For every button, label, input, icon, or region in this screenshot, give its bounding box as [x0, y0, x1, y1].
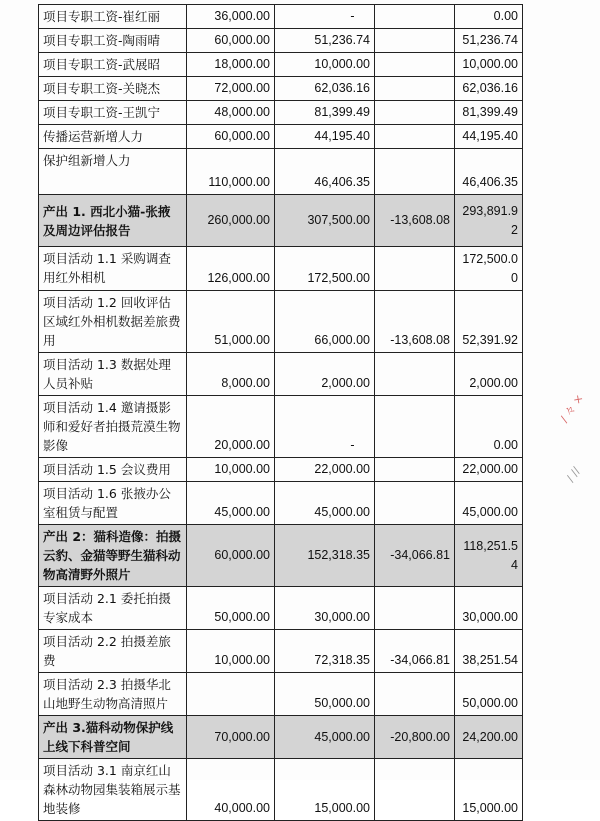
item-name-cell: 项目活动 1.4 邀请摄影师和爱好者拍摄荒漠生物影像 [39, 396, 187, 458]
actual-amount-cell: 62,036.16 [275, 77, 375, 101]
budget-table [38, 4, 523, 821]
adjustment-cell [375, 396, 455, 458]
item-name-cell: 项目活动 1.3 数据处理人员补贴 [39, 353, 187, 396]
table-row [39, 482, 523, 525]
final-amount-cell: 118,251.54 [455, 525, 523, 587]
budget-amount-cell: 60,000.00 [187, 125, 275, 149]
item-name-cell: 项目活动 1.5 会议费用 [39, 458, 187, 482]
adjustment-cell [375, 353, 455, 396]
final-amount-cell: 293,891.92 [455, 195, 523, 247]
actual-amount-cell: 44,195.40 [275, 125, 375, 149]
actual-amount-cell: - [275, 5, 375, 29]
actual-amount-cell: 30,000.00 [275, 587, 375, 630]
final-amount-cell: 24,200.00 [455, 716, 523, 759]
section-row [39, 716, 523, 759]
adjustment-cell [375, 247, 455, 291]
actual-amount-cell: 152,318.35 [275, 525, 375, 587]
final-amount-cell: 0.00 [455, 5, 523, 29]
budget-amount-cell: 110,000.00 [187, 149, 275, 195]
adjustment-cell [375, 101, 455, 125]
item-name-cell: 项目活动 3.1 南京红山森林动物园集装箱展示基地装修 [39, 759, 187, 821]
actual-amount-cell: 2,000.00 [275, 353, 375, 396]
final-amount-cell: 22,000.00 [455, 458, 523, 482]
budget-amount-cell: 126,000.00 [187, 247, 275, 291]
table-row [39, 396, 523, 458]
item-name-cell: 项目活动 2.1 委托拍摄专家成本 [39, 587, 187, 630]
budget-amount-cell: 60,000.00 [187, 29, 275, 53]
budget-amount-cell: 40,000.00 [187, 759, 275, 821]
final-amount-cell: 44,195.40 [455, 125, 523, 149]
item-name-cell: 产出 2：猫科造像：拍摄云豹、金猫等野生猫科动物高清野外照片 [39, 525, 187, 587]
budget-amount-cell: 260,000.00 [187, 195, 275, 247]
table-row [39, 673, 523, 716]
item-name-cell: 项目专职工资-关晓杰 [39, 77, 187, 101]
actual-amount-cell: 81,399.49 [275, 101, 375, 125]
table-row [39, 247, 523, 291]
budget-amount-cell [187, 673, 275, 716]
adjustment-cell: -34,066.81 [375, 630, 455, 673]
actual-amount-cell: 51,236.74 [275, 29, 375, 53]
final-amount-cell: 51,236.74 [455, 29, 523, 53]
adjustment-cell [375, 673, 455, 716]
margin-scribble-gray: / // [563, 464, 583, 485]
final-amount-cell: 62,036.16 [455, 77, 523, 101]
table-row [39, 458, 523, 482]
table-row [39, 29, 523, 53]
actual-amount-cell: 15,000.00 [275, 759, 375, 821]
budget-amount-cell: 60,000.00 [187, 525, 275, 587]
budget-amount-cell: 10,000.00 [187, 458, 275, 482]
section-row [39, 525, 523, 587]
actual-amount-cell: 45,000.00 [275, 716, 375, 759]
final-amount-cell: 0.00 [455, 396, 523, 458]
section-row [39, 195, 523, 247]
item-name-cell: 项目专职工资-崔红丽 [39, 5, 187, 29]
item-name-cell: 项目活动 2.2 拍摄差旅费 [39, 630, 187, 673]
budget-amount-cell: 36,000.00 [187, 5, 275, 29]
adjustment-cell: -13,608.08 [375, 291, 455, 353]
item-name-cell: 传播运营新增人力 [39, 125, 187, 149]
actual-amount-cell: 50,000.00 [275, 673, 375, 716]
item-name-cell: 项目活动 2.3 拍摄华北山地野生动物高清照片 [39, 673, 187, 716]
actual-amount-cell: 22,000.00 [275, 458, 375, 482]
item-name-cell: 项目专职工资-王凯宁 [39, 101, 187, 125]
table-row [39, 149, 523, 195]
item-name-cell: 产出 1. 西北小猫-张掖及周边评估报告 [39, 195, 187, 247]
adjustment-cell [375, 29, 455, 53]
final-amount-cell: 81,399.49 [455, 101, 523, 125]
final-amount-cell: 38,251.54 [455, 630, 523, 673]
final-amount-cell: 45,000.00 [455, 482, 523, 525]
item-name-cell: 项目专职工资-武展昭 [39, 53, 187, 77]
item-name-cell: 产出 3.猫科动物保护线上线下科普空间 [39, 716, 187, 759]
final-amount-cell: 15,000.00 [455, 759, 523, 821]
adjustment-cell [375, 458, 455, 482]
actual-amount-cell: 10,000.00 [275, 53, 375, 77]
budget-amount-cell: 18,000.00 [187, 53, 275, 77]
final-amount-cell: 2,000.00 [455, 353, 523, 396]
table-row [39, 77, 523, 101]
item-name-cell: 项目活动 1.1 采购调查用红外相机 [39, 247, 187, 291]
budget-amount-cell: 10,000.00 [187, 630, 275, 673]
adjustment-cell: -20,800.00 [375, 716, 455, 759]
actual-amount-cell: 172,500.00 [275, 247, 375, 291]
item-name-cell: 项目活动 1.2 回收评估区域红外相机数据差旅费用 [39, 291, 187, 353]
actual-amount-cell: 46,406.35 [275, 149, 375, 195]
adjustment-cell: -34,066.81 [375, 525, 455, 587]
table-row [39, 759, 523, 821]
table-row [39, 101, 523, 125]
adjustment-cell [375, 125, 455, 149]
adjustment-cell [375, 5, 455, 29]
adjustment-cell [375, 149, 455, 195]
adjustment-cell: -13,608.08 [375, 195, 455, 247]
table-row [39, 353, 523, 396]
final-amount-cell: 10,000.00 [455, 53, 523, 77]
actual-amount-cell: 45,000.00 [275, 482, 375, 525]
adjustment-cell [375, 53, 455, 77]
adjustment-cell [375, 759, 455, 821]
item-name-cell: 保护组新增人力 [39, 149, 187, 195]
adjustment-cell [375, 77, 455, 101]
table-row [39, 53, 523, 77]
adjustment-cell [375, 587, 455, 630]
final-amount-cell: 30,000.00 [455, 587, 523, 630]
actual-amount-cell: 307,500.00 [275, 195, 375, 247]
budget-amount-cell: 8,000.00 [187, 353, 275, 396]
final-amount-cell: 172,500.00 [455, 247, 523, 291]
table-row [39, 291, 523, 353]
actual-amount-cell: 72,318.35 [275, 630, 375, 673]
final-amount-cell: 46,406.35 [455, 149, 523, 195]
adjustment-cell [375, 482, 455, 525]
budget-amount-cell: 45,000.00 [187, 482, 275, 525]
budget-amount-cell: 50,000.00 [187, 587, 275, 630]
budget-amount-cell: 48,000.00 [187, 101, 275, 125]
budget-amount-cell: 20,000.00 [187, 396, 275, 458]
final-amount-cell: 52,391.92 [455, 291, 523, 353]
budget-amount-cell: 51,000.00 [187, 291, 275, 353]
table-row [39, 5, 523, 29]
table-row [39, 125, 523, 149]
margin-scribble-red: / 々 × [557, 391, 587, 425]
item-name-cell: 项目专职工资-陶雨晴 [39, 29, 187, 53]
actual-amount-cell: 66,000.00 [275, 291, 375, 353]
budget-amount-cell: 70,000.00 [187, 716, 275, 759]
budget-amount-cell: 72,000.00 [187, 77, 275, 101]
item-name-cell: 项目活动 1.6 张掖办公室租赁与配置 [39, 482, 187, 525]
actual-amount-cell: - [275, 396, 375, 458]
budget-table-body [39, 5, 523, 821]
table-row [39, 587, 523, 630]
table-row [39, 630, 523, 673]
final-amount-cell: 50,000.00 [455, 673, 523, 716]
